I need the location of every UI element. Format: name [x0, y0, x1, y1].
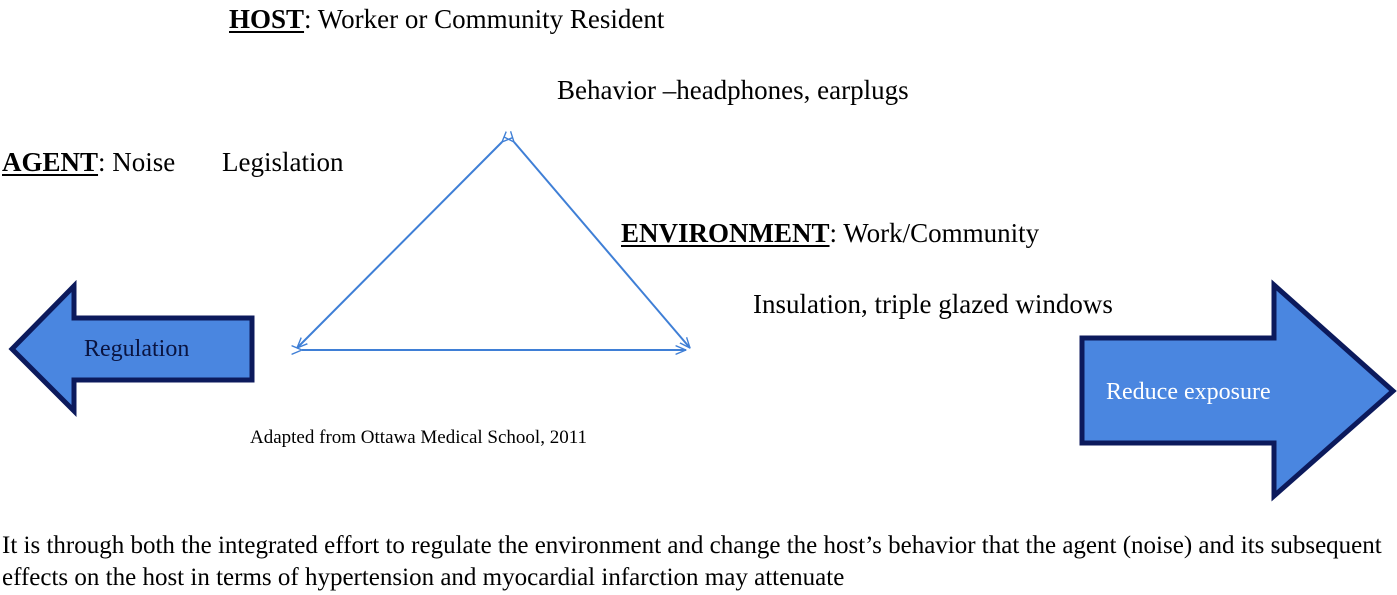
host-intervention-note: Behavior –headphones, earplugs — [557, 75, 909, 105]
environment-label — [621, 220, 1039, 247]
environment-term: ENVIRONMENT — [621, 218, 830, 248]
source-caption: Adapted from Ottawa Medical School, 2011 — [250, 427, 587, 448]
summary-paragraph: It is through both the integrated effort to regulate the environment and change the host’s behavior that the agent (noise) and its subsequent effects on the host in terms of hypertension and myocardial infarction may attenuate — [2, 532, 1382, 591]
host-label — [229, 6, 664, 33]
environment-description: : Work/Community — [829, 218, 1040, 248]
regulation-arrow-label: Regulation — [84, 336, 190, 362]
host-term: HOST — [229, 4, 305, 34]
agent-description: : Noise — [98, 147, 176, 177]
reduce-exposure-arrow-label: Reduce exposure — [1106, 379, 1271, 405]
environment-intervention-note: Insulation, triple glazed windows — [753, 289, 1113, 319]
agent-term: AGENT — [2, 147, 99, 177]
agent-intervention-note: Legislation — [222, 147, 344, 177]
agent-label — [2, 149, 175, 176]
host-description: : Worker or Community Resident — [304, 4, 665, 34]
